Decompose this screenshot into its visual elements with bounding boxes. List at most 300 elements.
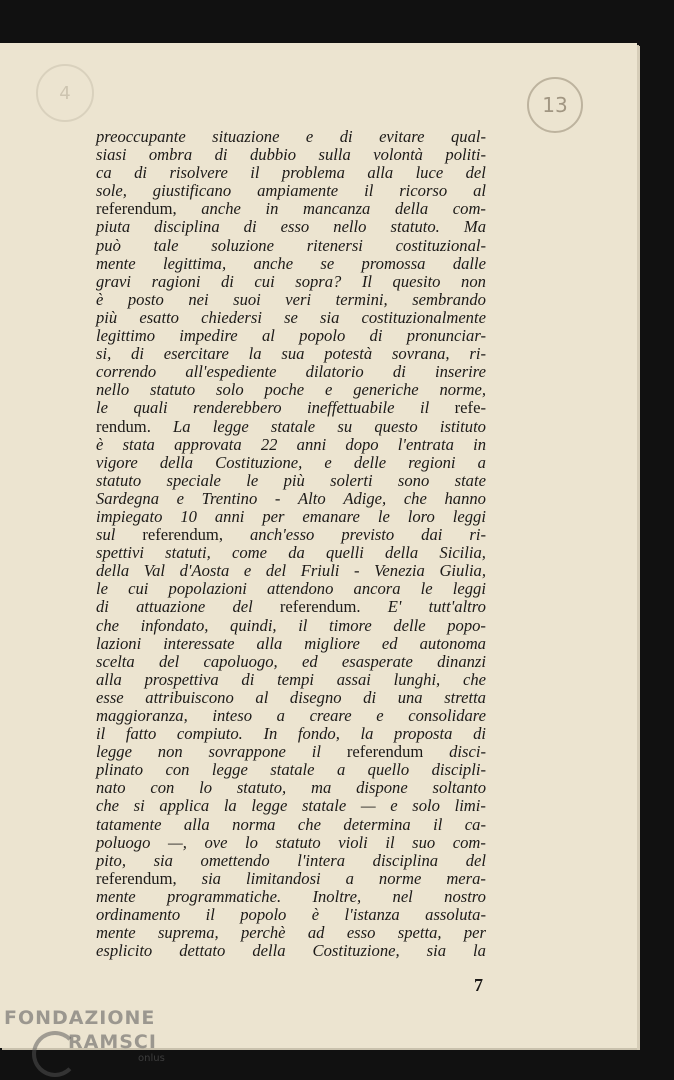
text-line: [96, 580, 486, 598]
word: sia: [320, 307, 340, 327]
word: sulla: [318, 145, 351, 165]
word: una: [397, 687, 423, 707]
text-line: [96, 689, 486, 707]
word: legge: [211, 760, 248, 780]
word: La: [173, 416, 191, 436]
archive-stamp-left: [36, 64, 94, 122]
word: interessate: [163, 633, 235, 653]
word: spettivi: [96, 543, 144, 563]
word: dettato: [179, 941, 226, 961]
word: limi-: [454, 796, 486, 816]
word: dalle: [452, 253, 486, 273]
word: referendum,: [142, 525, 223, 545]
word: disciplina: [372, 850, 439, 870]
word: sono: [397, 470, 430, 490]
word: attribuiscono: [145, 687, 234, 707]
word: esse: [96, 687, 124, 707]
text-line: [96, 888, 486, 906]
word: ca-: [464, 814, 486, 834]
text-line: [96, 508, 486, 526]
word: legge: [251, 796, 288, 816]
word: ca: [96, 163, 112, 183]
word: di: [243, 217, 257, 237]
word: -: [274, 488, 281, 508]
word: che: [462, 669, 486, 689]
word: statuto,: [236, 778, 287, 798]
word: inserire: [434, 362, 486, 382]
word: più: [96, 307, 118, 327]
word: leggi: [452, 506, 486, 526]
word: a: [345, 868, 354, 888]
word: perchè: [241, 923, 286, 943]
word: Inoltre,: [312, 886, 362, 906]
word: è: [96, 434, 104, 454]
word: sia: [426, 941, 447, 961]
text-line: [96, 327, 486, 345]
body-text: [96, 128, 486, 960]
word: a: [477, 452, 486, 472]
word: il: [385, 832, 395, 852]
word: —: [360, 796, 376, 816]
word: Costituzione,: [215, 452, 303, 472]
text-line: [96, 617, 486, 635]
word: stata: [122, 434, 155, 454]
word: promossa: [361, 253, 426, 273]
word: mente: [96, 886, 136, 906]
word: nei: [188, 289, 209, 309]
word: dubbio: [249, 145, 297, 165]
word: di: [131, 344, 144, 364]
word: sembrando: [412, 289, 486, 309]
text-line: [96, 381, 486, 399]
word: volontà: [373, 145, 423, 165]
word: ragioni: [151, 271, 201, 291]
word: disci-: [449, 742, 486, 762]
word: nato: [96, 778, 126, 798]
word: timore: [329, 615, 372, 635]
word: ordinamento: [96, 905, 181, 925]
word: dopo: [345, 434, 379, 454]
word: sovrappone: [208, 742, 286, 762]
text-line: [96, 816, 486, 834]
word: lazioni: [96, 633, 142, 653]
word: tempi: [277, 669, 314, 689]
word: assai: [336, 669, 371, 689]
word: la: [360, 724, 374, 744]
text-line: [96, 345, 486, 363]
word: di: [96, 597, 109, 617]
word: fatto: [125, 724, 157, 744]
word: e: [324, 380, 333, 400]
word: di: [473, 724, 486, 744]
word: le: [420, 579, 433, 599]
word: fondo,: [297, 724, 340, 744]
word: sovrana,: [391, 344, 450, 364]
word: ri-: [469, 344, 486, 364]
word: di: [134, 163, 148, 183]
word: regioni: [408, 452, 456, 472]
text-line: [96, 128, 486, 146]
word: d'Aosta: [179, 561, 230, 581]
word: quindi,: [230, 615, 277, 635]
word: luce: [415, 163, 444, 183]
word: qual-: [450, 127, 486, 146]
word: della: [385, 543, 419, 563]
word: ri-: [469, 525, 486, 545]
word: In: [263, 724, 278, 744]
word: evitare: [379, 127, 425, 146]
word: sia: [153, 850, 173, 870]
word: che: [96, 615, 120, 635]
stamp-number: 13: [542, 93, 568, 117]
word: all'espediente: [185, 362, 277, 382]
word: la: [473, 941, 486, 961]
word: della: [96, 561, 130, 581]
word: da: [288, 543, 305, 563]
word: nello: [333, 217, 367, 237]
word: e: [376, 706, 384, 725]
word: il: [250, 163, 260, 183]
word: alla: [183, 814, 210, 834]
word: anche: [253, 253, 294, 273]
word: che: [403, 488, 427, 508]
word: maggioranza,: [96, 706, 188, 725]
word: del: [265, 561, 287, 581]
word: suo: [412, 832, 436, 852]
word: l'entrata: [397, 434, 454, 454]
word: questo: [374, 416, 418, 436]
word: si,: [96, 344, 112, 364]
word: del: [465, 850, 486, 870]
word: al: [255, 687, 269, 707]
word: non: [461, 271, 486, 291]
word: se: [320, 253, 335, 273]
word: spetta,: [397, 923, 442, 943]
word: politi-: [445, 145, 486, 165]
text-line: [96, 218, 486, 236]
word: poluogo: [96, 832, 151, 852]
word: può: [96, 235, 121, 255]
word: inteso: [212, 706, 253, 725]
word: renderebbero: [193, 398, 282, 418]
word: preoccupante: [96, 127, 186, 146]
word: dispone: [356, 778, 408, 798]
word: esso: [346, 923, 376, 943]
word: ed: [301, 651, 318, 671]
word: costituzionalmente: [361, 307, 486, 327]
word: solo: [216, 380, 244, 400]
text-line: [96, 870, 486, 888]
text-line: [96, 725, 486, 743]
word: anni: [296, 434, 327, 454]
word: statale: [270, 416, 316, 436]
word: esso: [280, 217, 310, 237]
word: posto: [127, 289, 164, 309]
word: Costituzione,: [312, 941, 400, 961]
word: quello: [367, 760, 410, 780]
word: tutt'altro: [428, 597, 486, 617]
word: anche: [201, 199, 241, 219]
word: legge: [212, 416, 249, 436]
word: norme: [378, 868, 422, 888]
word: autonoma: [419, 633, 486, 653]
word: delle: [353, 452, 387, 472]
text-line: [96, 562, 486, 580]
word: loro: [407, 506, 435, 526]
word: scelta: [96, 651, 135, 671]
word: legittimo: [96, 326, 155, 346]
word: alla: [367, 163, 394, 183]
word: del: [232, 597, 253, 617]
word: ad: [307, 923, 325, 943]
word: delle: [393, 615, 426, 635]
word: il: [96, 724, 106, 744]
word: alla: [256, 633, 283, 653]
text-line: [96, 490, 486, 508]
word: ampiamente: [257, 181, 339, 201]
word: migliore: [304, 633, 360, 653]
word: ombra: [148, 145, 193, 165]
word: dilatorio: [305, 362, 364, 382]
word: anni: [214, 506, 245, 526]
word: statuto: [96, 470, 142, 490]
text-line: [96, 653, 486, 671]
word: popo-: [447, 615, 486, 635]
word: legge: [96, 742, 132, 762]
word: referendum,: [96, 868, 177, 888]
text-line: [96, 146, 486, 164]
word: mente: [96, 253, 136, 273]
word: mera-: [446, 868, 486, 888]
text-line: [96, 182, 486, 200]
word: solerti: [330, 470, 373, 490]
word: discipli-: [431, 760, 486, 780]
word: impiegato: [96, 506, 163, 526]
word: di: [214, 145, 228, 165]
word: ed: [381, 633, 398, 653]
word: emanare: [302, 506, 360, 526]
word: quelli: [326, 543, 364, 563]
word: e: [324, 452, 332, 472]
word: statale: [270, 760, 315, 780]
word: del: [465, 163, 486, 183]
text-line: [96, 779, 486, 797]
word: sia: [201, 868, 221, 888]
word: se: [284, 307, 298, 327]
word: in: [265, 199, 279, 219]
word: Giulia,: [439, 561, 486, 581]
word: soluzione: [211, 235, 274, 255]
word: Adige,: [343, 488, 387, 508]
word: statuto: [275, 832, 321, 852]
archive-stamp-right: [527, 77, 583, 133]
word: sua: [281, 344, 305, 364]
word: e: [176, 488, 184, 508]
word: nello: [96, 380, 130, 400]
word: su: [337, 416, 353, 436]
word: impedire: [179, 326, 238, 346]
word: che: [96, 796, 120, 816]
word: pronunciar-: [406, 326, 486, 346]
word: con: [165, 760, 190, 780]
word: siasi: [96, 145, 127, 165]
word: programmatiche.: [166, 886, 282, 906]
word: ove: [204, 832, 228, 852]
word: per: [262, 506, 285, 526]
word: statuto.: [390, 217, 440, 237]
word: il: [433, 814, 443, 834]
word: stretta: [444, 687, 486, 707]
word: con: [150, 778, 175, 798]
watermark-tag: onlus: [138, 1053, 165, 1064]
text-line: [96, 671, 486, 689]
word: sopra?: [295, 271, 342, 291]
word: com-: [452, 199, 486, 219]
word: soltanto: [432, 778, 486, 798]
word: il: [205, 905, 215, 925]
text-line: [96, 797, 486, 815]
word: di: [339, 127, 353, 146]
text-line: [96, 472, 486, 490]
word: statale: [301, 796, 347, 816]
word: mente: [96, 923, 136, 943]
word: referendum.: [279, 597, 361, 617]
word: non: [157, 742, 183, 762]
word: esercitare: [163, 344, 229, 364]
word: Friuli: [300, 561, 340, 581]
page-edge: [637, 46, 640, 1050]
word: suprema,: [157, 923, 219, 943]
word: a: [276, 706, 285, 725]
word: al: [261, 326, 275, 346]
word: 22: [260, 434, 278, 454]
word: di: [369, 326, 383, 346]
word: limitandosi: [245, 868, 321, 888]
word: referendum: [346, 742, 424, 762]
word: le: [377, 506, 390, 526]
word: infondato,: [140, 615, 209, 635]
text-line: [96, 852, 486, 870]
word: le: [96, 579, 108, 599]
word: disegno: [289, 687, 342, 707]
word: suoi: [233, 289, 261, 309]
word: di: [363, 687, 377, 707]
word: Trentino: [201, 488, 258, 508]
word: proposta: [394, 724, 453, 744]
word: le: [246, 470, 259, 490]
word: termini,: [335, 289, 388, 309]
text-line: [96, 418, 486, 436]
text-line: [96, 237, 486, 255]
text-line: [96, 707, 486, 725]
word: poche: [264, 380, 305, 400]
word: ineffettuabile: [306, 398, 395, 418]
word: correndo: [96, 362, 157, 382]
word: referendum,: [96, 199, 177, 219]
word: 10: [180, 506, 197, 526]
word: norma: [232, 814, 276, 834]
word: esasperate: [341, 651, 413, 671]
word: Sardegna: [96, 488, 159, 508]
text-line: [96, 454, 486, 472]
word: cui: [254, 271, 275, 291]
word: esatto: [139, 307, 179, 327]
word: approvata: [174, 434, 242, 454]
text-line: [96, 924, 486, 942]
word: dai: [421, 525, 443, 545]
word: istituto: [439, 416, 486, 436]
text-line: [96, 436, 486, 454]
word: norme,: [439, 380, 486, 400]
word: piuta: [96, 217, 131, 237]
text-line: [96, 291, 486, 309]
word: vigore: [96, 452, 138, 472]
word: popolo: [299, 326, 346, 346]
word: -: [354, 561, 360, 581]
word: popolazioni: [168, 579, 247, 599]
word: statuto: [150, 380, 196, 400]
foundation-watermark: [4, 1007, 165, 1064]
word: plinato: [96, 760, 144, 780]
word: come: [232, 543, 268, 563]
text-line: [96, 761, 486, 779]
word: disciplina: [154, 217, 220, 237]
word: l'intera: [297, 850, 346, 870]
word: il: [419, 398, 430, 418]
word: della: [252, 941, 286, 961]
watermark-line2: RAMSCI: [68, 1031, 157, 1053]
word: pito,: [96, 850, 126, 870]
word: situazione: [212, 127, 280, 146]
word: la: [223, 796, 237, 816]
word: potestà: [324, 344, 373, 364]
word: e: [390, 796, 398, 816]
text-line: [96, 200, 486, 218]
word: che: [297, 814, 321, 834]
word: popolo: [240, 905, 287, 925]
word: refe-: [454, 398, 486, 418]
word: la: [248, 344, 262, 364]
text-line: [96, 906, 486, 924]
word: lunghi,: [393, 669, 441, 689]
stamp-number: 4: [59, 82, 71, 104]
word: speciale: [166, 470, 221, 490]
word: nel: [392, 886, 413, 906]
text-line: [96, 526, 486, 544]
text-line: [96, 743, 486, 761]
word: in: [473, 434, 486, 454]
word: e: [305, 127, 314, 146]
text-line: [96, 544, 486, 562]
word: quesito: [392, 271, 441, 291]
word: prospettiva: [144, 669, 219, 689]
text-line: [96, 164, 486, 182]
word: ma: [310, 778, 332, 798]
word: creare: [309, 706, 352, 725]
word: Ma: [463, 217, 486, 237]
word: esplicito: [96, 941, 153, 961]
word: problema: [281, 163, 345, 183]
page-number: 7: [474, 975, 483, 995]
word: le: [96, 398, 108, 418]
word: consolidare: [408, 706, 486, 725]
word: determina: [343, 814, 411, 834]
word: Val: [143, 561, 165, 581]
word: tale: [153, 235, 179, 255]
word: e: [243, 561, 252, 581]
word: quali: [133, 398, 168, 418]
word: di: [241, 669, 255, 689]
